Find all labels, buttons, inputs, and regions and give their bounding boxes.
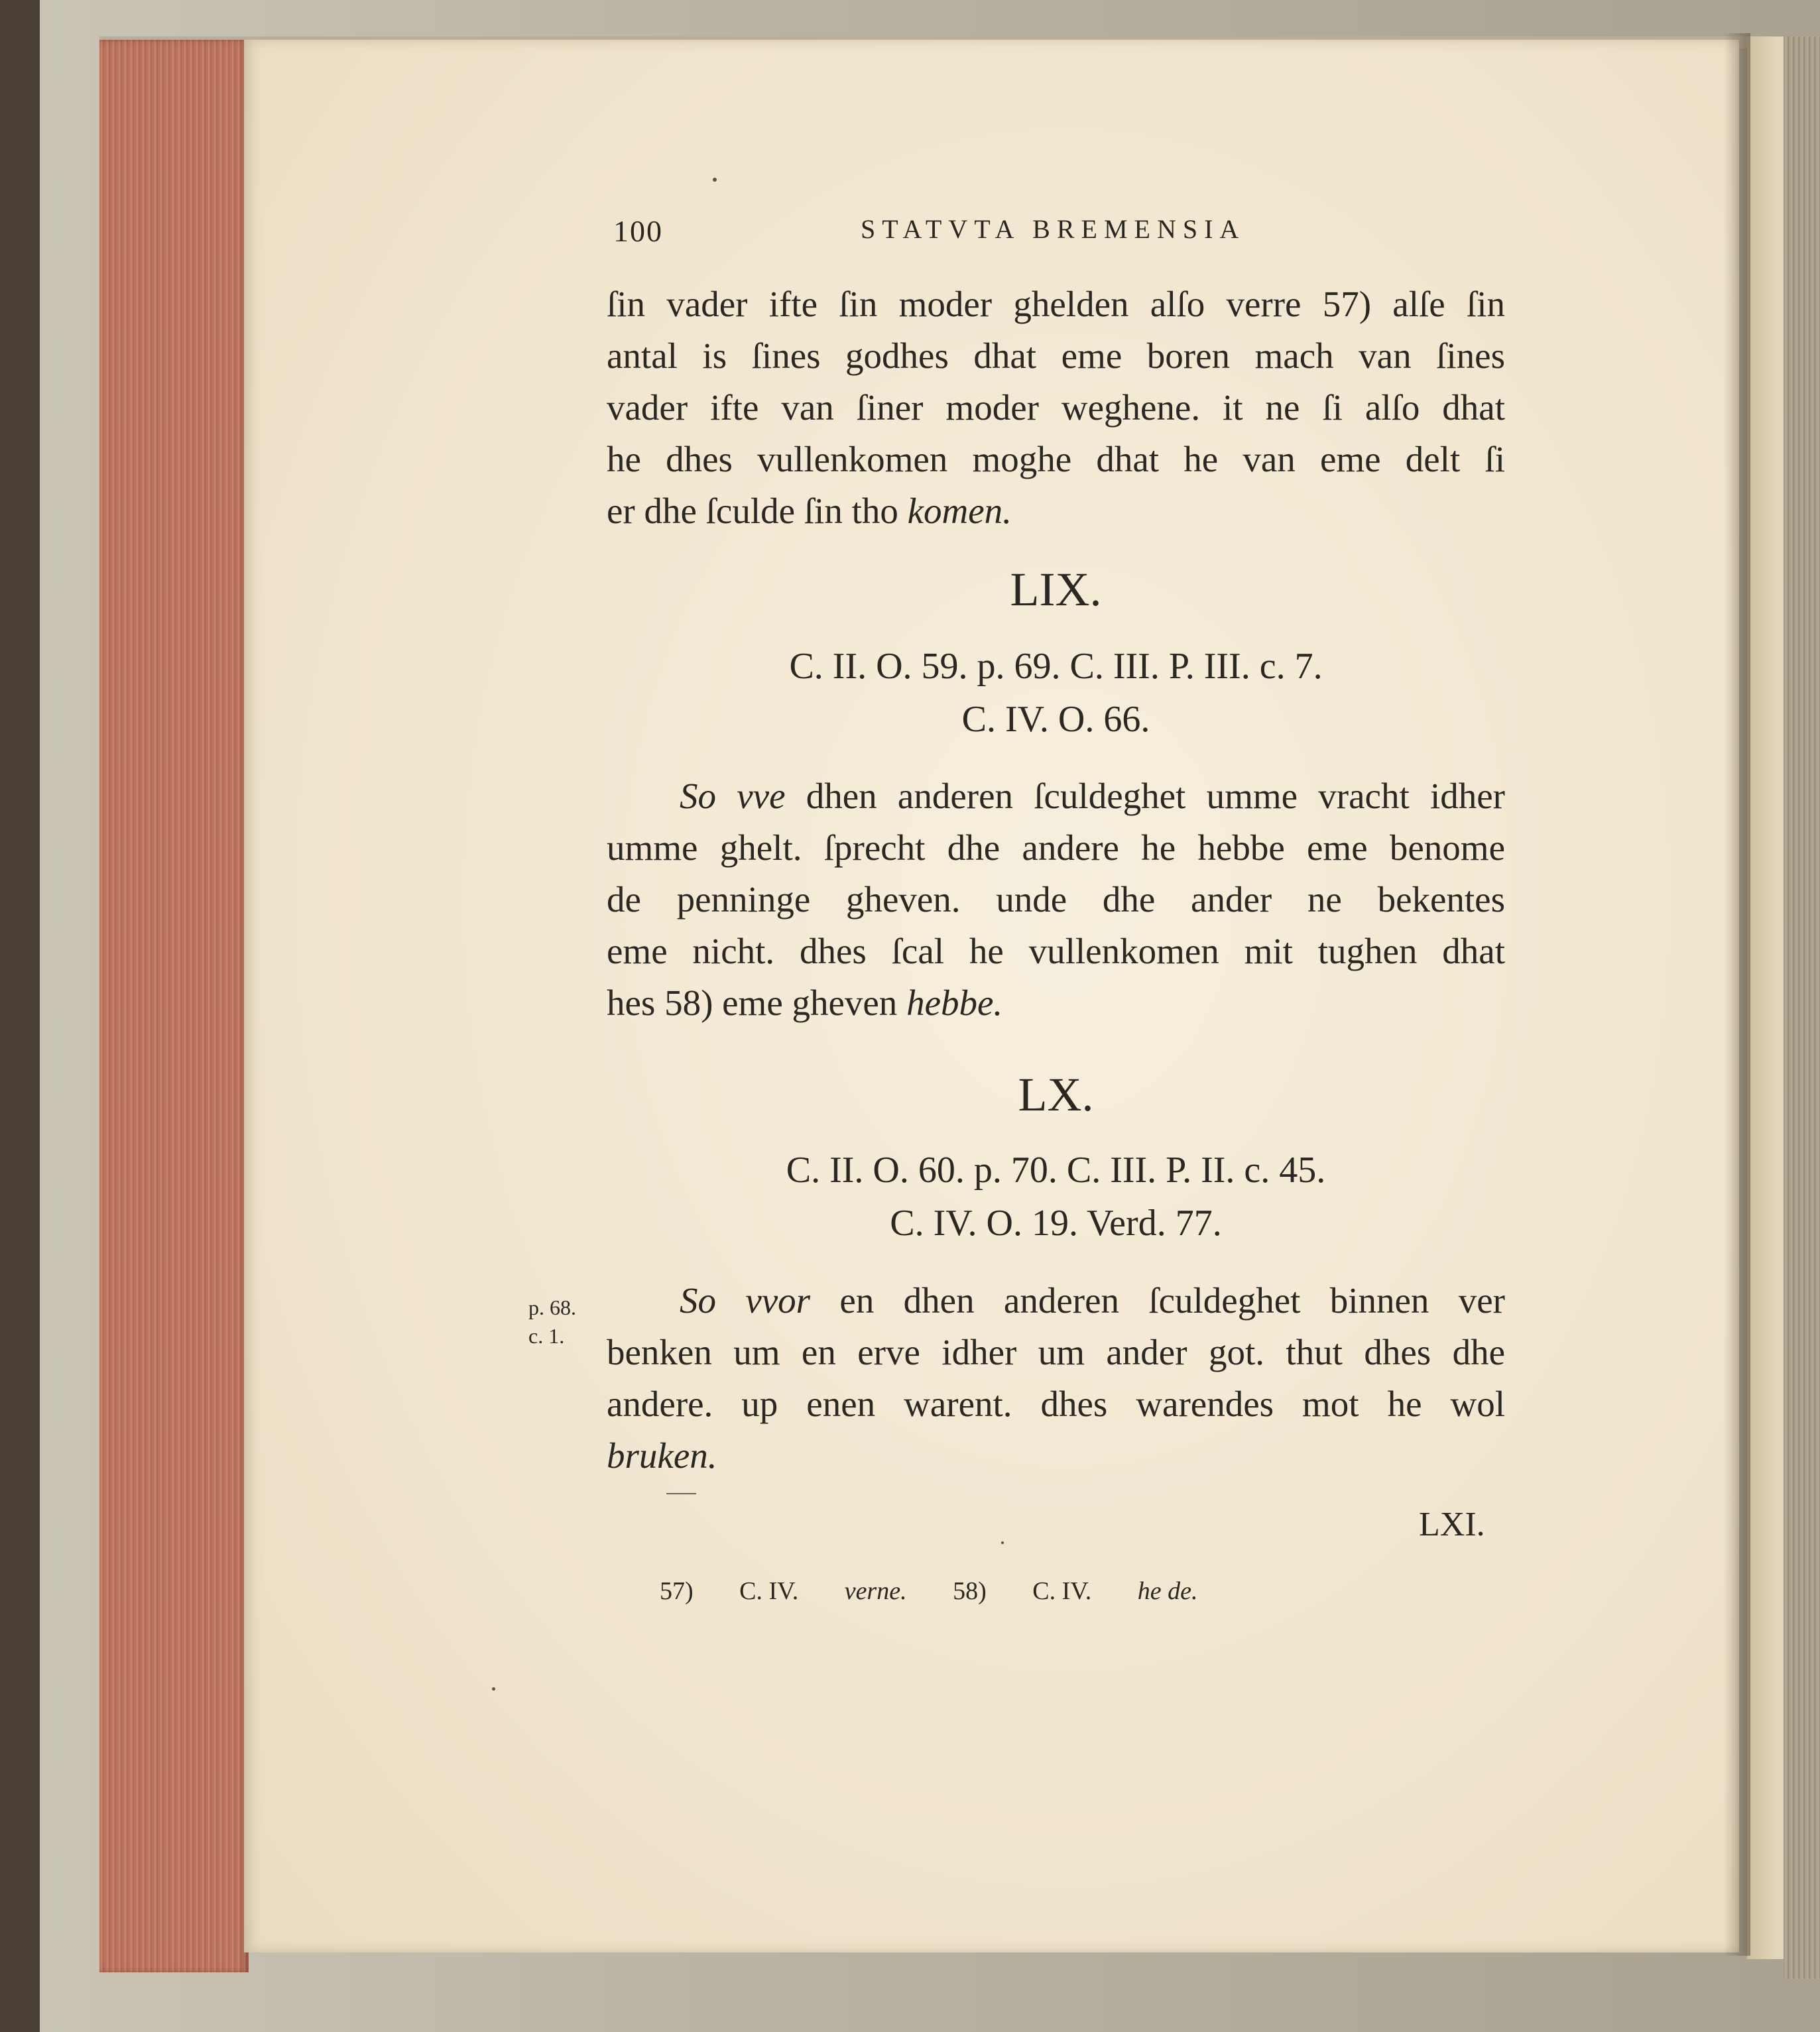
text-segment: en dhen anderen ſculdeghet binnen ver: [839, 1280, 1505, 1321]
italic-word: hebbe.: [906, 983, 1003, 1023]
footnotes: [660, 1577, 1238, 1606]
text-line: vader ifte van ſiner moder weghene. it ne ſi alſo dhat: [607, 387, 1505, 428]
section-reference: C. II. O. 59. p. 69. C. III. P. III. c. 7.: [789, 646, 1323, 687]
footnote-ref: C. IV.: [1032, 1577, 1092, 1605]
page-number: 100: [613, 214, 663, 248]
text-line: ſin vader ifte ſin moder ghelden alſo verre 57) alſe ſin: [607, 284, 1505, 324]
text-line: [607, 770, 1505, 822]
italic-word: bruken.: [607, 1435, 717, 1476]
text-segment: dhen anderen ſculdeghet umme vracht idher: [806, 776, 1505, 816]
section-reference: C. II. O. 60. p. 70. C. III. P. II. c. 45.: [786, 1150, 1326, 1191]
footnote-mark: 58): [953, 1577, 987, 1605]
text-segment: hes 58) eme gheven: [607, 983, 898, 1023]
next-page-edge: [1784, 36, 1820, 1979]
paragraph-lx: [607, 1275, 1505, 1482]
paper-speck: [1001, 1541, 1004, 1544]
page-edges: [99, 40, 249, 1972]
text-line: [607, 977, 1505, 1029]
text-line: [607, 485, 1505, 537]
footnote-text: he de.: [1137, 1577, 1198, 1605]
footnote-rule: [666, 1493, 696, 1494]
italic-word: So vve: [680, 776, 786, 816]
text-line: antal is ſines godhes dhat eme boren mach van ſines: [607, 335, 1505, 376]
margin-note: p. 68.: [528, 1295, 576, 1319]
footnote: [660, 1577, 907, 1605]
section-heading-lx: LX.: [1018, 1068, 1094, 1121]
text-line: he dhes vullenkomen moghe dhat he van eme delt ſi: [607, 439, 1505, 479]
paragraph-continued: [607, 278, 1505, 537]
text-line: [607, 1275, 1505, 1327]
catchword: LXI.: [1419, 1506, 1485, 1543]
italic-word: komen.: [907, 491, 1012, 531]
paper-speck: [713, 178, 717, 182]
page-gutter: [1724, 33, 1750, 1956]
footnote-mark: 57): [660, 1577, 694, 1605]
running-title: STATVTA BREMENSIA: [861, 214, 1246, 244]
text-line: [607, 1430, 1505, 1482]
text-line: andere. up enen warent. dhes warendes mot he wol: [607, 1384, 1505, 1424]
text-line: eme nicht. dhes ſcal he vullenkomen mit tughen dhat: [607, 931, 1505, 971]
text-line: umme ghelt. ſprecht dhe andere he hebbe eme benome: [607, 827, 1505, 868]
section-heading-lix: LIX.: [1010, 563, 1102, 616]
section-reference: C. IV. O. 19. Verd. 77.: [890, 1203, 1222, 1244]
footnote-text: verne.: [844, 1577, 907, 1605]
text-segment: er dhe ſculde ſin tho: [607, 491, 898, 531]
running-head: [613, 213, 1276, 253]
text-line: benken um en erve idher um ander got. thut dhes dhe: [607, 1332, 1505, 1372]
text-line: de penninge gheven. unde dhe ander ne bekentes: [607, 879, 1505, 920]
paragraph-lix: [607, 770, 1505, 1029]
section-reference: C. IV. O. 66.: [961, 699, 1150, 740]
italic-word: So vvor: [680, 1280, 811, 1321]
margin-note: c. 1.: [528, 1324, 565, 1348]
footnote: [953, 1577, 1197, 1605]
footnote-ref: C. IV.: [739, 1577, 799, 1605]
paper-speck: [492, 1687, 495, 1691]
